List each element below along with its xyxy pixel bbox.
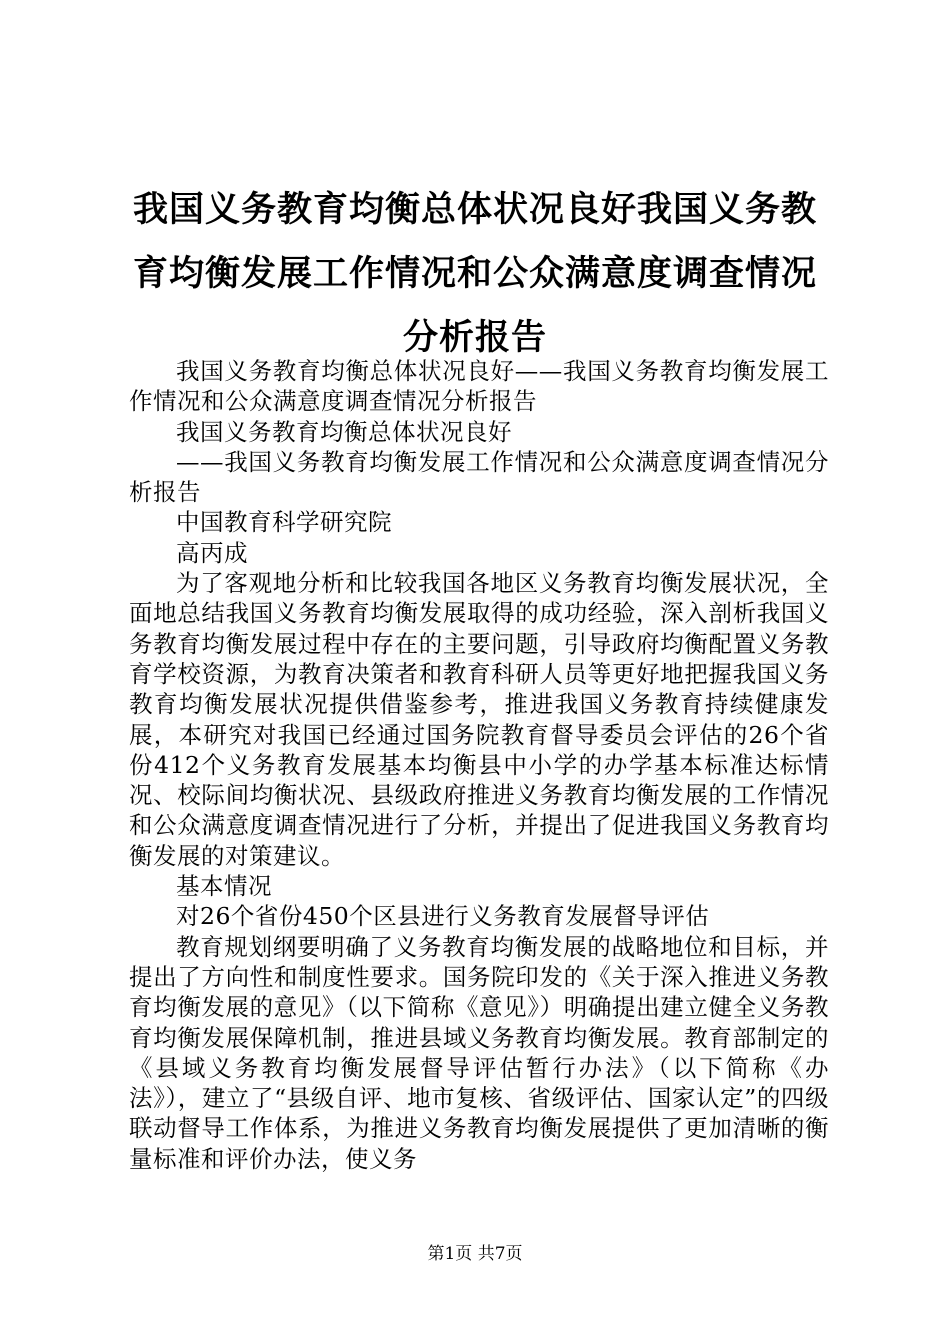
paragraph: 高丙成 [176,538,248,567]
paragraph: 我国义务教育均衡总体状况良好——我国义务教育均衡发展工作情况和公众满意度调查情况分析报告 [129,357,829,416]
paragraph: 我国义务教育均衡总体状况良好 [176,417,512,446]
paragraph: ——我国义务教育均衡发展工作情况和公众满意度调查情况分析报告 [129,447,829,507]
page-footer: 第1页 共7页 [427,1244,523,1264]
paragraph: 对26个省份450个区县进行义务教育发展督导评估 [176,902,710,931]
document-body [129,356,829,1174]
paragraph: 教育规划纲要明确了义务教育均衡发展的战略地位和目标，并提出了方向性和制度性要求。国务院印发的《关于深入推进义务教育均衡发展的意见》（以下简称《意见》）明确提出建立健全义务教育均衡发展保障机制，推进县域义务教育均衡发展。教育部制定的《县域义务教育均衡发展督导评估暂行办法》（以下简称《办法》），建立了“县级自评、地市复核、省级评估、国家认定”的四级联动督导工作体系，为推进义务教育均衡发展提供了更加清晰的衡量标准和评价办法，使义务 [129,932,829,1173]
paragraph: 中国教育科学研究院 [176,508,392,537]
paragraph: 为了客观地分析和比较我国各地区义务教育均衡发展状况，全面地总结我国义务教育均衡发展取得的成功经验，深入剖析我国义务教育均衡发展过程中存在的主要问题，引导政府均衡配置义务教育学校资源，为教育决策者和教育科研人员等更好地把握我国义务教育均衡发展状况提供借鉴参考，推进我国义务教育持续健康发展，本研究对我国已经通过国务院教育督导委员会评估的26个省份412个义务教育发展基本均衡县中小学的办学基本标准达标情况、校际间均衡状况、县级政府推进义务教育均衡发展的工作情况和公众满意度调查情况进行了分析，并提出了促进我国义务教育均衡发展的对策建议。 [129,569,829,870]
paragraph: 基本情况 [176,872,272,901]
document-title: 我国义务教育均衡总体状况良好我国义务教育均衡发展工作情况和公众满意度调查情况分析报告 [132,189,817,358]
